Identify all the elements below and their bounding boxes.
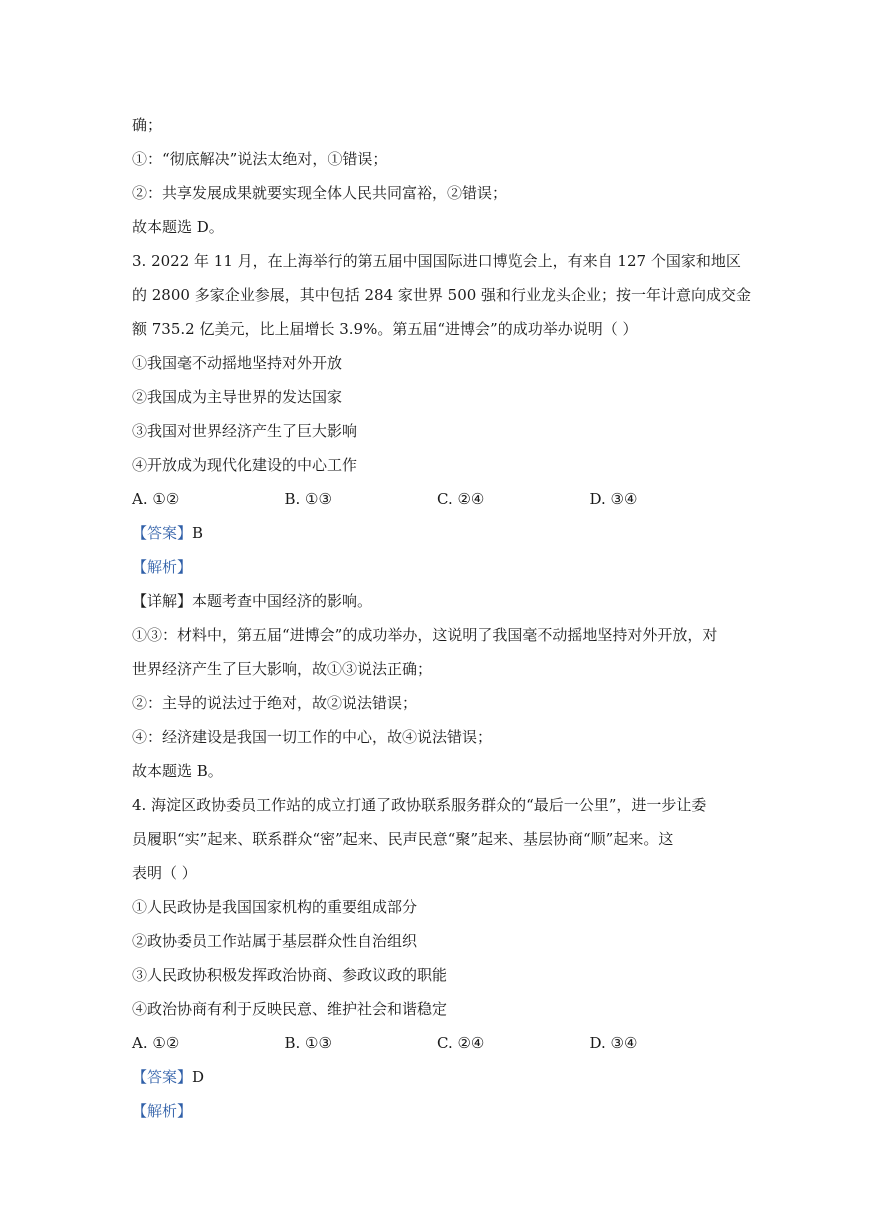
q4-item: ①人民政协是我国国家机构的重要组成部分 (132, 898, 418, 916)
answer-tag: 【答案】 (132, 1068, 193, 1086)
q2-tail-line: ①：“彻底解决”说法太绝对，①错误； (132, 150, 388, 168)
q4-item: ③人民政协积极发挥政治协商、参政议政的职能 (132, 966, 448, 984)
detail-text: 本题考查中国经济的影响。 (192, 592, 373, 610)
q2-tail-line: 确； (132, 116, 163, 134)
q4-stem: 表明（ ） (132, 864, 197, 882)
q3-conclusion: 故本题选 B。 (132, 762, 223, 780)
q4-stem: 4. 海淀区政协委员工作站的成立打通了政协联系服务群众的“最后一公里”，进一步让委 (132, 796, 707, 814)
q3-item: ②我国成为主导世界的发达国家 (132, 388, 343, 406)
q3-option-c: C. ②④ (437, 490, 485, 508)
q3-stem: 的 2800 多家企业参展，其中包括 284 家世界 500 强和行业龙头企业；按一年计意向成交金 (132, 286, 752, 304)
q3-stem: 3. 2022 年 11 月，在上海举行的第五届中国国际进口博览会上，有来自 127 个国家和地区 (132, 252, 741, 270)
detail-tag: 【详解】 (132, 592, 193, 610)
document-page (132, 108, 752, 1128)
q4-analysis-tag: 【解析】 (132, 1102, 193, 1120)
q2-conclusion: 故本题选 D。 (132, 218, 224, 236)
q3-item: ④开放成为现代化建设的中心工作 (132, 456, 358, 474)
q3-option-b: B. ①③ (284, 490, 332, 508)
q3-explanation: ②：主导的说法过于绝对，故②说法错误； (132, 694, 418, 712)
q3-options (132, 482, 742, 516)
q4-answer (132, 1060, 742, 1094)
q3-explanation: 世界经济产生了巨大影响，故①③说法正确； (132, 660, 433, 678)
q4-options (132, 1026, 742, 1060)
q3-answer (132, 516, 742, 550)
answer-tag: 【答案】 (132, 524, 193, 542)
q3-stem: 额 735.2 亿美元，比上届增长 3.9%。第五届“进博会”的成功举办说明（ ） (132, 320, 638, 338)
q4-item: ②政协委员工作站属于基层群众性自治组织 (132, 932, 418, 950)
q3-option-a: A. ①② (132, 490, 180, 508)
q4-stem: 员履职“实”起来、联系群众“密”起来、民声民意“聚”起来、基层协商“顺”起来。这 (132, 830, 674, 848)
q3-item: ①我国毫不动摇地坚持对外开放 (132, 354, 343, 372)
q3-item: ③我国对世界经济产生了巨大影响 (132, 422, 358, 440)
q3-detail (132, 584, 742, 618)
q4-item: ④政治协商有利于反映民意、维护社会和谐稳定 (132, 1000, 448, 1018)
q3-option-d: D. ③④ (589, 490, 638, 508)
q4-option-d: D. ③④ (589, 1034, 638, 1052)
q3-analysis-tag: 【解析】 (132, 558, 193, 576)
answer-value: D (192, 1068, 205, 1086)
q4-option-b: B. ①③ (284, 1034, 332, 1052)
q4-option-a: A. ①② (132, 1034, 180, 1052)
q4-option-c: C. ②④ (437, 1034, 485, 1052)
q2-tail-line: ②：共享发展成果就要实现全体人民共同富裕，②错误； (132, 184, 508, 202)
answer-value: B (192, 524, 204, 542)
q3-explanation: ①③：材料中，第五届“进博会”的成功举办，这说明了我国毫不动摇地坚持对外开放，对 (132, 626, 718, 644)
q3-explanation: ④：经济建设是我国一切工作的中心，故④说法错误； (132, 728, 493, 746)
